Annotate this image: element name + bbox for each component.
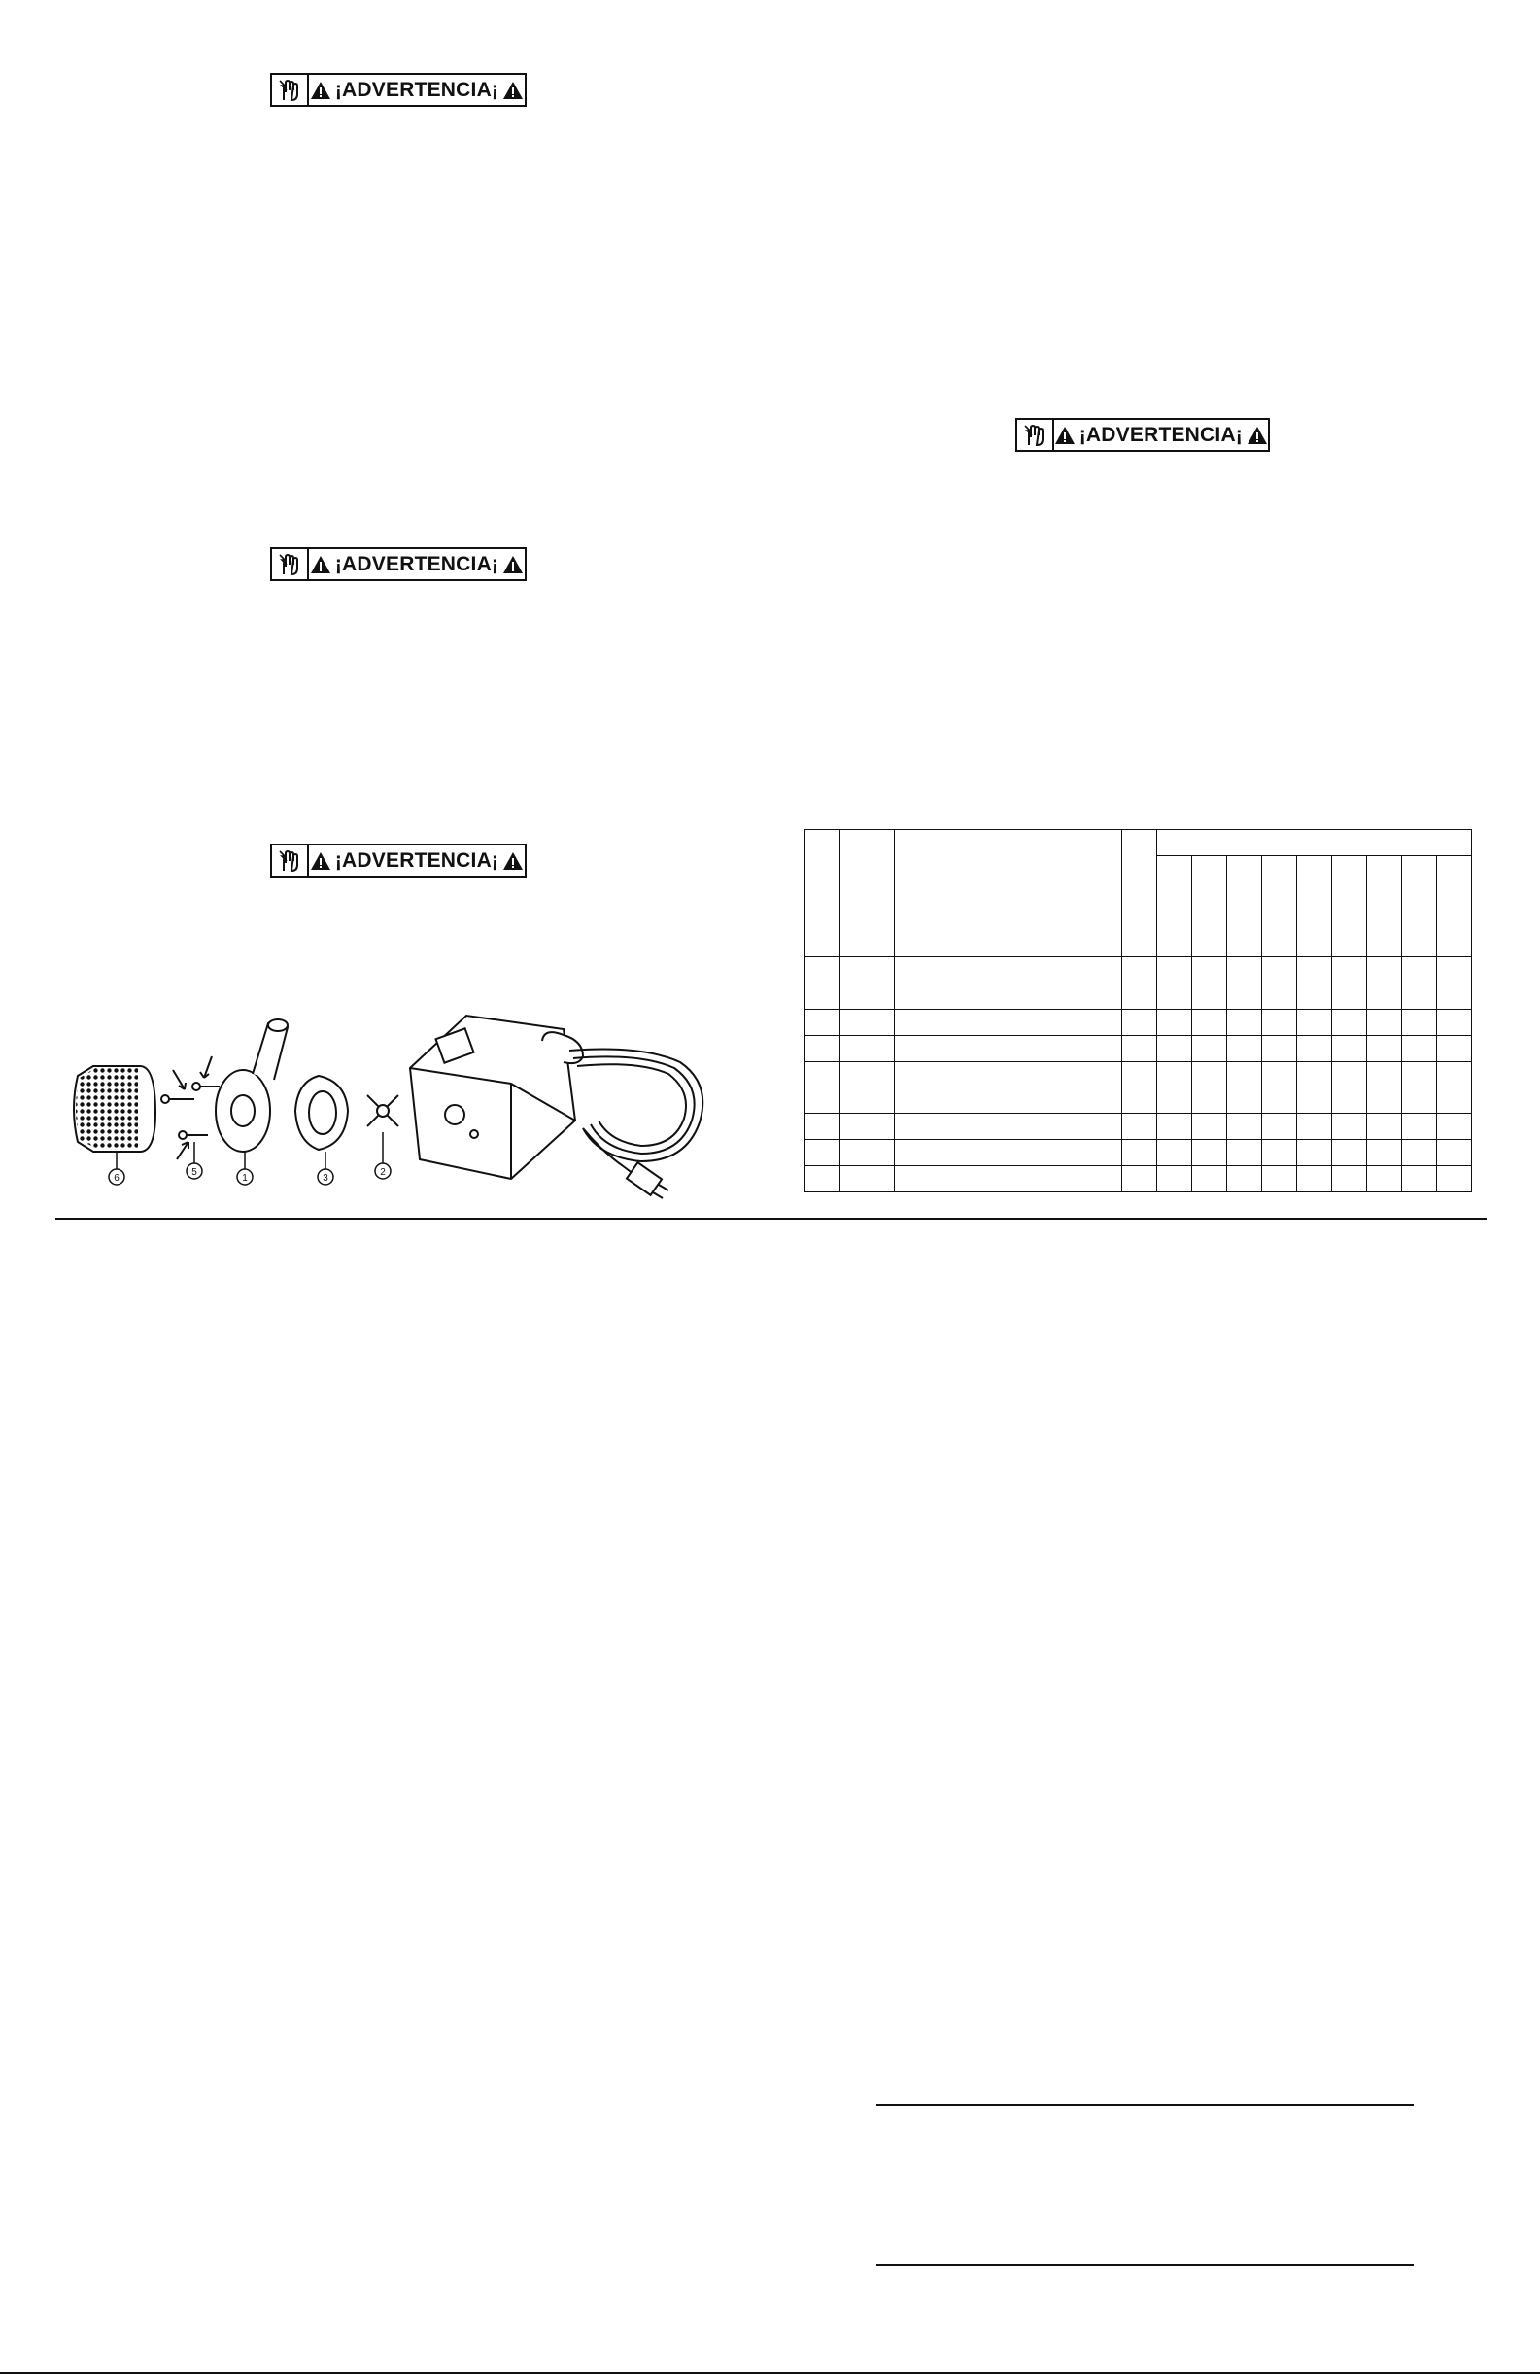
table-header-row xyxy=(805,830,1472,856)
pump-exploded-diagram xyxy=(58,1006,719,1200)
warning-label-4 xyxy=(270,844,527,878)
table-row xyxy=(805,1035,1472,1061)
hand-hazard-icon xyxy=(272,845,309,876)
svg-text:1: 1 xyxy=(242,1173,248,1184)
callout-6 xyxy=(109,1169,124,1185)
parts-list-table xyxy=(804,829,1472,1192)
table-row xyxy=(805,1087,1472,1114)
table-row xyxy=(805,957,1472,983)
warning-label-text: ¡ADVERTENCIA¡ xyxy=(334,552,499,575)
gasket xyxy=(295,1076,348,1169)
svg-text:6: 6 xyxy=(114,1173,120,1184)
callout-3 xyxy=(318,1169,333,1185)
rule-line xyxy=(876,2104,1414,2106)
table-row xyxy=(805,983,1472,1009)
warning-label-text: ¡ADVERTENCIA¡ xyxy=(334,78,499,101)
warning-triangle-icon xyxy=(310,81,331,100)
warning-triangle-icon xyxy=(1054,426,1076,445)
callout-1 xyxy=(237,1169,253,1185)
hand-hazard-icon xyxy=(272,549,309,579)
warning-triangle-icon xyxy=(310,851,331,871)
svg-text:5: 5 xyxy=(191,1167,197,1178)
warning-label-1 xyxy=(270,73,527,107)
warning-triangle-icon xyxy=(1247,426,1268,445)
warning-label-text: ¡ADVERTENCIA¡ xyxy=(1078,423,1243,446)
warning-triangle-icon xyxy=(502,555,524,574)
power-cord xyxy=(569,1050,702,1199)
hand-hazard-icon xyxy=(1017,420,1054,450)
section-divider xyxy=(55,1218,1487,1220)
models-header-cell xyxy=(1157,830,1472,856)
warning-label-2 xyxy=(1015,418,1270,452)
callout-2 xyxy=(375,1163,391,1179)
svg-text:3: 3 xyxy=(323,1173,328,1184)
screws xyxy=(161,1056,220,1163)
table-row xyxy=(805,1114,1472,1140)
table-row xyxy=(805,1061,1472,1087)
warning-label-text: ¡ADVERTENCIA¡ xyxy=(334,848,499,872)
warning-triangle-icon xyxy=(502,81,524,100)
svg-text:2: 2 xyxy=(380,1167,386,1178)
warning-triangle-icon xyxy=(310,555,331,574)
motor-housing xyxy=(410,1016,583,1179)
table-row xyxy=(805,1166,1472,1192)
intake-screen xyxy=(74,1066,155,1169)
hand-hazard-icon xyxy=(272,75,309,105)
pump-volute xyxy=(216,1019,288,1169)
warning-label-3 xyxy=(270,547,527,581)
table-row xyxy=(805,1140,1472,1166)
callout-5 xyxy=(187,1163,202,1179)
impeller xyxy=(367,1095,398,1163)
page-bottom-rule xyxy=(0,2372,1540,2374)
warning-triangle-icon xyxy=(502,851,524,871)
rule-line xyxy=(876,2264,1414,2266)
table-row xyxy=(805,1009,1472,1035)
